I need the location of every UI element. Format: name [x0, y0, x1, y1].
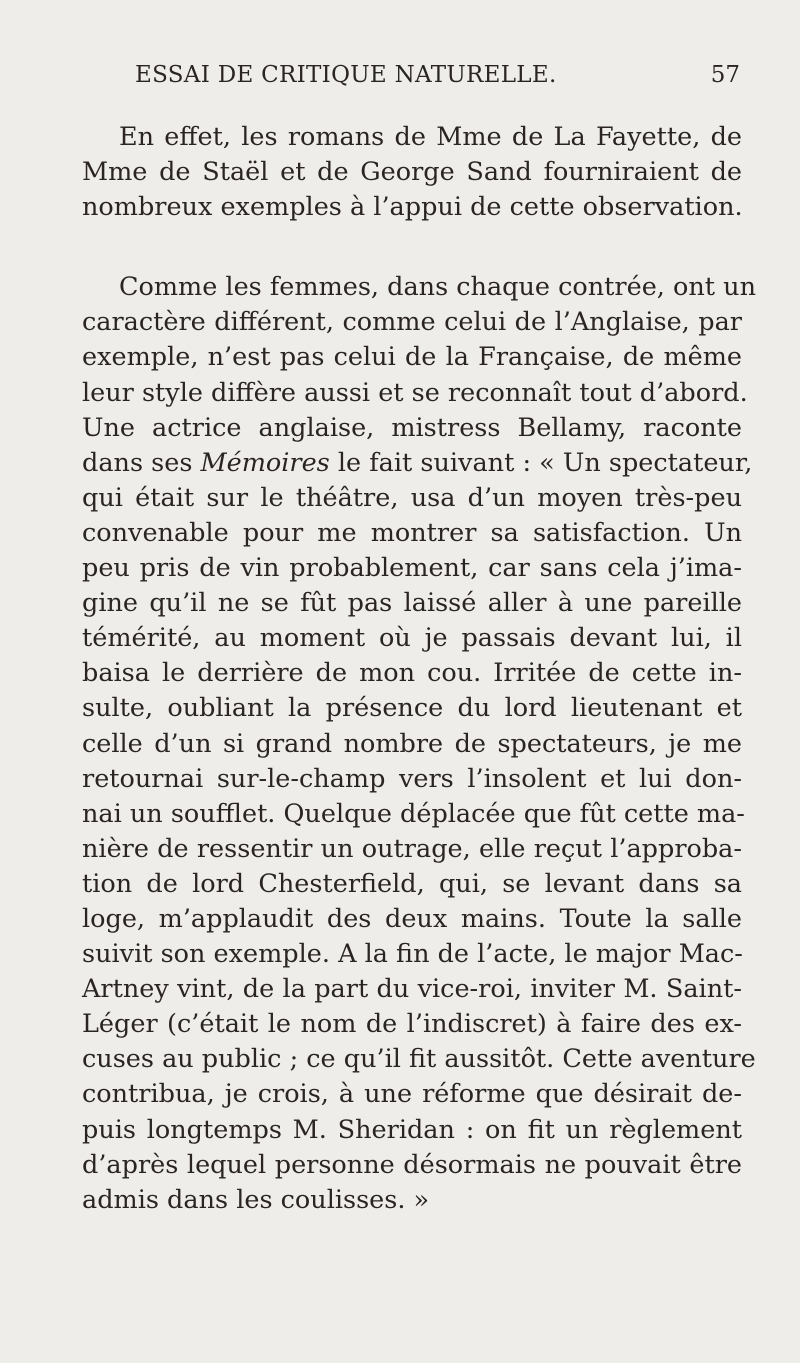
text-fragment: dans ses — [82, 447, 193, 478]
text-line: suivit son exemple. A la fin de l’acte, le major Mac- — [82, 939, 743, 970]
text-line: sulte, oubliant la présence du lord lieutenant et — [82, 693, 742, 724]
text-line: Comme les femmes, dans chaque contrée, ont un — [119, 272, 756, 303]
text-line: exemple, n’est pas celui de la Française, de même — [82, 342, 742, 373]
running-title: ESSAI DE CRITIQUE NATURELLE. — [135, 62, 557, 88]
running-header — [95, 62, 740, 96]
text-line: Léger (c’était le nom de l’indiscret) à faire des ex- — [82, 1009, 742, 1040]
text-line: peu pris de vin probablement, car sans cela j’ima- — [82, 553, 742, 584]
text-line: d’après lequel personne désormais ne pouvait être — [82, 1149, 742, 1180]
text-line: convenable pour me montrer sa satisfaction. Un — [82, 517, 742, 548]
paragraph-2 — [82, 270, 756, 1218]
text-line: témérité, au moment où je passais devant lui, il — [82, 623, 742, 654]
text-line: Artney vint, de la part du vice-roi, inviter M. Saint- — [82, 974, 742, 1005]
paragraph-1 — [82, 120, 742, 225]
text-line: retournai sur-le-champ vers l’insolent et lui don- — [82, 763, 742, 794]
text-line: nière de ressentir un outrage, elle reçut l’approba- — [82, 833, 742, 864]
text-line: admis dans les coulisses. » — [82, 1184, 430, 1215]
body-text — [82, 120, 756, 1218]
text-fragment: le fait suivant : « Un spectateur, — [337, 447, 753, 478]
italic-title: Mémoires — [200, 447, 330, 478]
text-line: gine qu’il ne se fût pas laissé aller à une pareille — [82, 588, 742, 619]
text-line: loge, m’applaudit des deux mains. Toute la salle — [82, 903, 742, 934]
text-line: qui était sur le théâtre, usa d’un moyen très-peu — [82, 482, 742, 513]
text-line: Mme de Staël et de George Sand fourniraient de — [82, 157, 742, 188]
text-line: Une actrice anglaise, mistress Bellamy, raconte — [82, 412, 742, 443]
text-line: baisa le derrière de mon cou. Irritée de cette in- — [82, 658, 742, 689]
text-line: En effet, les romans de Mme de La Fayette, de — [119, 122, 742, 152]
text-line: leur style diffère aussi et se reconnaît tout d’abord. — [82, 377, 748, 408]
text-line: tion de lord Chesterfield, qui, se levant dans sa — [82, 868, 742, 899]
text-line: nombreux exemples à l’appui de cette observation. — [82, 192, 743, 223]
text-line: nai un soufflet. Quelque déplacée que fût cette ma- — [82, 798, 745, 829]
text-line: celle d’un si grand nombre de spectateurs, je me — [82, 728, 742, 759]
text-line-mixed — [82, 446, 753, 481]
text-line: puis longtemps M. Sheridan : on fit un règlement — [82, 1114, 742, 1145]
text-line: contribua, je crois, à une réforme que désirait de- — [82, 1079, 742, 1110]
page-number: 57 — [710, 62, 740, 88]
text-line: cuses au public ; ce qu’il fit aussitôt. Cette aventure — [82, 1044, 756, 1075]
text-line: caractère différent, comme celui de l’Anglaise, par — [82, 307, 742, 338]
